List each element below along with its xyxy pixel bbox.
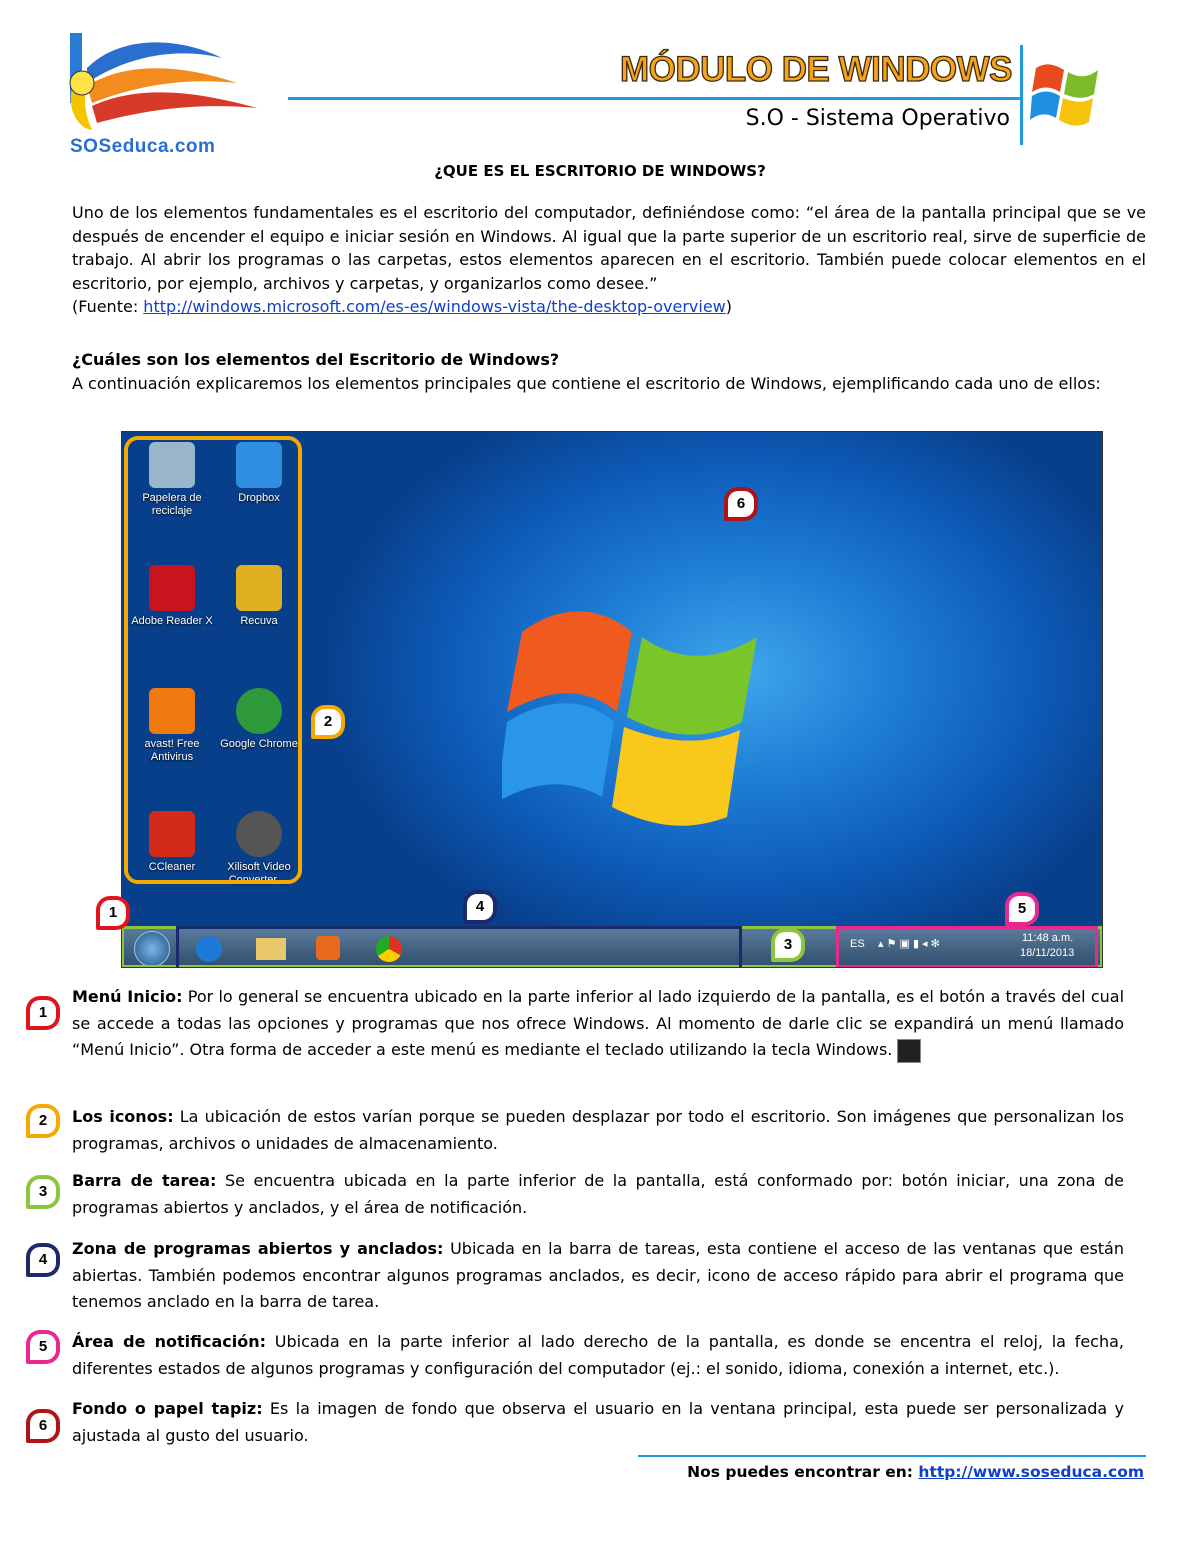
item-text: Ubicada en la parte inferior al lado derecho de la pantalla, es donde se encentra el reloj, la fecha, diferentes estados de algunos programas y configuración del computador (ej.: el sonido, idioma, conexión a internet, etc.).: [72, 1332, 1124, 1378]
module-subtitle: S.O - Sistema Operativo: [745, 106, 1010, 131]
item-term: Los iconos:: [72, 1107, 174, 1126]
elements-text: A continuación explicaremos los elementos principales que contiene el escritorio de Windows, ejemplificando cada uno de ellos:: [72, 373, 1101, 393]
tray-icons[interactable]: ▴ ⚑ ▣ ▮ ◂ ✻: [878, 938, 940, 950]
icon-label: Xilisoft Video Converter ...: [227, 861, 291, 886]
item-badge-6: 6: [26, 1409, 60, 1443]
item-text: Ubicada en la barra de tareas, esta contiene el acceso de las ventanas que están abiertas. También podemos encontrar algunos programas anclados, es decir, icono de acceso rápido para abrir el programa que tenemos anclado en la barra de tarea.: [72, 1239, 1124, 1311]
item-area-notificacion: [72, 1329, 1124, 1382]
badge-6: 6: [724, 487, 758, 521]
badge-1: 1: [96, 896, 130, 930]
header-rule: [288, 97, 1022, 100]
tray-language[interactable]: ES: [850, 938, 865, 950]
icons-highlight: [124, 436, 302, 884]
logo-text: SOSeduca.com: [70, 136, 216, 157]
item-badge-4: 4: [26, 1243, 60, 1277]
icon-label: avast! Free Antivirus: [144, 738, 200, 763]
item-menu-inicio: [72, 984, 1124, 1064]
item-term: Área de notificación:: [72, 1332, 267, 1351]
badge-2: 2: [311, 705, 345, 739]
soseduca-logo: [62, 28, 272, 158]
source-suffix: ): [725, 297, 732, 316]
item-text: La ubicación de estos varían porque se pueden desplazar por todo el escritorio. Son imágenes que personalizan los programas, archivos o unidades de almacenamiento.: [72, 1107, 1124, 1153]
desktop-screenshot: [121, 431, 1103, 968]
item-iconos: [72, 1104, 1124, 1157]
badge-3: 3: [771, 928, 805, 962]
item-term: Zona de programas abiertos y anclados:: [72, 1239, 444, 1258]
item-term: Menú Inicio:: [72, 987, 183, 1006]
item-text: Es la imagen de fondo que observa el usuario en la ventana principal, esta puede ser personalizada y ajustada al gusto del usuario.: [72, 1399, 1124, 1445]
footer-prefix: Nos puedes encontrar en:: [687, 1463, 919, 1481]
page-title: ¿QUE ES EL ESCRITORIO DE WINDOWS?: [434, 162, 766, 180]
icon-label: Adobe Reader X: [131, 615, 213, 627]
item-fondo: [72, 1396, 1124, 1449]
footer-link[interactable]: http://www.soseduca.com: [918, 1463, 1144, 1481]
tray-time[interactable]: 11:48 a.m.: [1022, 932, 1074, 944]
logo-graphic: [62, 28, 272, 138]
intro-text: Uno de los elementos fundamentales es el escritorio del computador, definiéndose como: “el área de la pantalla principal que se ve después de encender el equipo e iniciar sesión en Windows. Al igual que la parte superior de un escritorio real, sirve de superficie de trabajo. Al abrir los programas o las carpetas, estos elementos aparecen en el escritorio. También puede colocar elementos en el escritorio, por ejemplo, archivos y carpetas, y organizarlos como desee.”: [72, 203, 1146, 293]
badge-4: 4: [463, 890, 497, 924]
footer: [687, 1463, 1144, 1481]
item-badge-1: 1: [26, 996, 60, 1030]
item-badge-3: 3: [26, 1175, 60, 1209]
item-badge-2: 2: [26, 1104, 60, 1138]
icon-label: Recuva: [240, 615, 278, 627]
icon-label: Dropbox: [238, 492, 280, 504]
badge-5: 5: [1005, 892, 1039, 926]
windows-flag-icon: [502, 592, 772, 832]
notification-area-highlight: [836, 926, 1098, 968]
programs-zone-highlight: [176, 926, 742, 968]
source-link[interactable]: http://windows.microsoft.com/es-es/windows-vista/the-desktop-overview: [143, 297, 726, 316]
module-title: MÓDULO DE WINDOWS: [619, 50, 1012, 89]
header-divider: [1020, 45, 1023, 145]
item-badge-5: 5: [26, 1330, 60, 1364]
intro-paragraph: [72, 201, 1146, 319]
item-zona-programas: [72, 1236, 1124, 1316]
icon-label: CCleaner: [148, 861, 196, 873]
icon-label: Google Chrome: [220, 738, 298, 750]
windows-logo-icon: [1030, 56, 1102, 130]
windows-key-icon: [897, 1039, 921, 1063]
item-text: Se encuentra ubicada en la parte inferior de la pantalla, está conformado por: botón iniciar, una zona de programas abiertos y anclados, y el área de notificación.: [72, 1171, 1124, 1217]
item-text: Por lo general se encuentra ubicado en la parte inferior al lado izquierdo de la pantalla, es el botón a través del cual se accede a todas las opciones y programas que nos ofrece Windows. Al momento de darle clic se expandirá un menú llamado “Menú Inicio”. Otra forma de acceder a este menú es mediante el teclado utilizando la tecla Windows.: [72, 987, 1125, 1059]
elements-heading: ¿Cuáles son los elementos del Escritorio de Windows?: [72, 350, 560, 369]
source-prefix: (Fuente:: [72, 297, 144, 316]
icon-label: Papelera de reciclaje: [142, 492, 202, 517]
tray-date[interactable]: 18/11/2013: [1020, 947, 1075, 959]
item-term: Barra de tarea:: [72, 1171, 217, 1190]
item-barra-tarea: [72, 1168, 1124, 1221]
footer-rule: [638, 1455, 1146, 1457]
elements-section: [72, 348, 1146, 395]
item-term: Fondo o papel tapiz:: [72, 1399, 263, 1418]
